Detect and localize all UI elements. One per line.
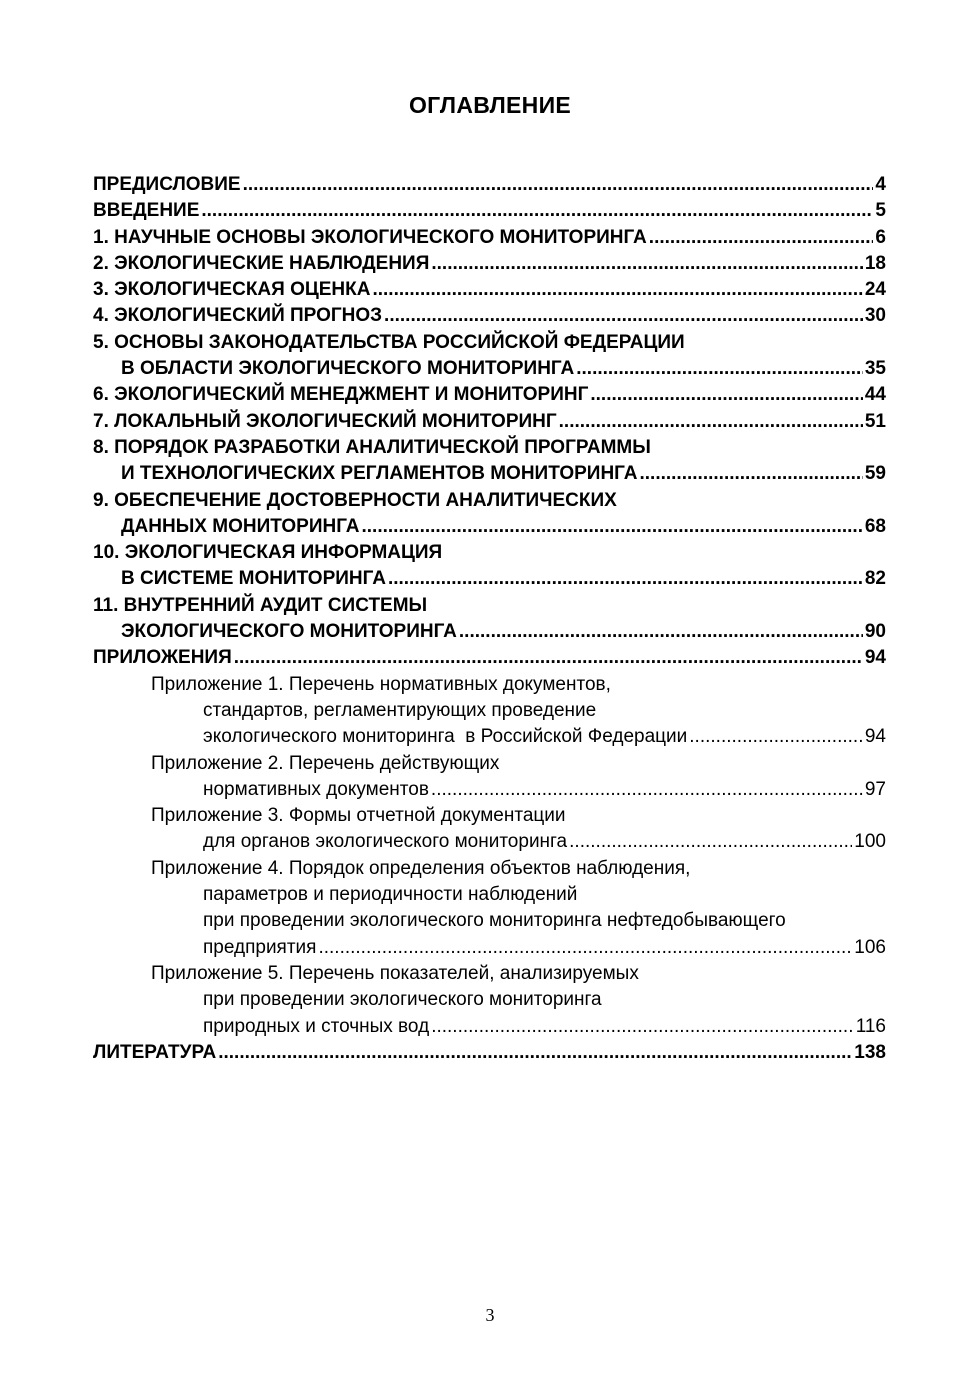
toc-entry-page: 44: [864, 384, 886, 406]
toc-entry-title: природных и сточных вод: [203, 1015, 430, 1037]
toc-entry-page: 82: [864, 568, 886, 590]
dot-leader: [431, 1014, 854, 1040]
toc-entry-title: 4. ЭКОЛОГИЧЕСКИЙ ПРОГНОЗ: [93, 305, 383, 327]
dot-leader: [243, 172, 874, 198]
toc-entry-literature[interactable]: [93, 1040, 886, 1066]
toc-entry-title: 6. ЭКОЛОГИЧЕСКИЙ МЕНЕДЖМЕНТ И МОНИТОРИНГ: [93, 384, 589, 406]
toc-entry-title: Приложение 3. Формы отчетной документации: [151, 805, 566, 827]
toc-appendix-2-line-2[interactable]: [93, 777, 886, 803]
toc-entry-title: нормативных документов: [203, 778, 429, 800]
toc-entry-chapter-4[interactable]: [93, 303, 886, 329]
toc-entry-page: 4: [875, 174, 886, 195]
toc-entry-title: ЛИТЕРАТУРА: [93, 1041, 217, 1063]
toc-entry-page: 6: [875, 226, 886, 248]
toc-entry-page: 51: [864, 410, 886, 432]
toc-entry-chapter-5-line-1[interactable]: [93, 330, 886, 356]
toc-entry-appendices[interactable]: [93, 645, 886, 671]
toc-entry-title: 9. ОБЕСПЕЧЕНИЕ ДОСТОВЕРНОСТИ АНАЛИТИЧЕСКИХ: [93, 489, 617, 511]
toc-entry-chapter-10-line-2[interactable]: [93, 566, 886, 592]
dot-leader: [431, 251, 863, 277]
dot-leader: [559, 409, 863, 435]
dot-leader: [590, 382, 862, 408]
dot-leader: [569, 829, 852, 855]
toc-appendix-1-line-1[interactable]: [93, 672, 886, 698]
toc-appendix-4-line-2[interactable]: [93, 882, 886, 908]
page-title: ОГЛАВЛЕНИЕ: [408, 92, 572, 118]
toc-entry-title: Приложение 2. Перечень действующих: [151, 752, 500, 774]
toc-entry-title: 7. ЛОКАЛЬНЫЙ ЭКОЛОГИЧЕСКИЙ МОНИТОРИНГ: [93, 410, 557, 432]
toc-appendix-1-line-3[interactable]: [93, 724, 886, 750]
toc-entry-chapter-6[interactable]: [93, 382, 886, 408]
toc-appendix-4-line-3[interactable]: [93, 908, 886, 934]
toc-entry-title: Приложение 1. Перечень нормативных документов,: [151, 673, 611, 695]
table-of-contents: [93, 172, 886, 1066]
toc-appendix-1-line-2[interactable]: [93, 698, 886, 724]
toc-entry-title: параметров и периодичности наблюдений: [203, 884, 578, 906]
toc-entry-title: 1. НАУЧНЫЕ ОСНОВЫ ЭКОЛОГИЧЕСКОГО МОНИТОРИНГА: [93, 226, 647, 248]
toc-entry-page: 94: [864, 647, 886, 669]
toc-entry-introduction[interactable]: [93, 198, 886, 224]
toc-entry-chapter-8-line-2[interactable]: [93, 461, 886, 487]
toc-entry-page: 68: [864, 515, 886, 537]
toc-entry-title: ПРИЛОЖЕНИЯ: [93, 647, 232, 669]
toc-appendix-4-line-4[interactable]: [93, 935, 886, 961]
toc-entry-title: Приложение 5. Перечень показателей, анализируемых: [151, 962, 639, 984]
toc-entry-title: стандартов, регламентирующих проведение: [203, 699, 597, 721]
dot-leader: [649, 225, 874, 251]
dot-leader: [362, 514, 863, 540]
toc-entry-chapter-2[interactable]: [93, 251, 886, 277]
toc-entry-chapter-11-line-1[interactable]: [93, 593, 886, 619]
toc-entry-chapter-8-line-1[interactable]: [93, 435, 886, 461]
toc-entry-page: 35: [864, 358, 886, 380]
dot-leader: [384, 303, 863, 329]
dot-leader: [218, 1040, 852, 1066]
toc-entry-page: 5: [875, 200, 886, 222]
toc-entry-page: 97: [864, 778, 886, 800]
toc-entry-page: 24: [864, 279, 886, 301]
toc-entry-chapter-1[interactable]: [93, 225, 886, 251]
dot-leader: [576, 356, 863, 382]
dot-leader: [372, 277, 862, 303]
toc-entry-chapter-9-line-2[interactable]: [93, 514, 886, 540]
toc-entry-page: 100: [854, 831, 886, 853]
toc-entry-page: 94: [864, 726, 886, 748]
toc-appendix-5-line-1[interactable]: [93, 961, 886, 987]
toc-entry-title: ЭКОЛОГИЧЕСКОГО МОНИТОРИНГА: [121, 621, 457, 643]
toc-entry-chapter-7[interactable]: [93, 409, 886, 435]
toc-appendix-2-line-1[interactable]: [93, 751, 886, 777]
dot-leader: [234, 645, 863, 671]
toc-entry-title: В СИСТЕМЕ МОНИТОРИНГА: [121, 568, 386, 590]
toc-entry-title: 10. ЭКОЛОГИЧЕСКАЯ ИНФОРМАЦИЯ: [93, 542, 443, 564]
toc-entry-chapter-10-line-1[interactable]: [93, 540, 886, 566]
toc-entry-chapter-5-line-2[interactable]: [93, 356, 886, 382]
toc-entry-title: ВВЕДЕНИЕ: [93, 200, 200, 222]
toc-entry-title: ПРЕДИСЛОВИЕ: [93, 174, 241, 195]
toc-entry-title: И ТЕХНОЛОГИЧЕСКИХ РЕГЛАМЕНТОВ МОНИТОРИНГА: [121, 463, 638, 485]
toc-entry-preface[interactable]: [93, 172, 886, 198]
toc-entry-title: для органов экологического мониторинга: [203, 831, 568, 853]
dot-leader: [459, 619, 863, 645]
dot-leader: [318, 935, 852, 961]
toc-entry-title: предприятия: [203, 936, 317, 958]
toc-entry-page: 59: [864, 463, 886, 485]
toc-entry-title: 2. ЭКОЛОГИЧЕСКИЕ НАБЛЮДЕНИЯ: [93, 252, 430, 274]
toc-appendix-5-line-3[interactable]: [93, 1014, 886, 1040]
dot-leader: [431, 777, 863, 803]
toc-appendix-4-line-1[interactable]: [93, 856, 886, 882]
dot-leader: [639, 461, 862, 487]
toc-entry-title: 8. ПОРЯДОК РАЗРАБОТКИ АНАЛИТИЧЕСКОЙ ПРОГРАММЫ: [93, 436, 651, 458]
dot-leader: [689, 724, 863, 750]
toc-entry-title: при проведении экологического мониторинга: [203, 989, 602, 1011]
page-number: 3: [485, 1305, 495, 1325]
toc-entry-title: при проведении экологического мониторинга нефтедобывающего: [203, 910, 786, 932]
toc-entry-page: 90: [864, 621, 886, 643]
toc-entry-title: В ОБЛАСТИ ЭКОЛОГИЧЕСКОГО МОНИТОРИНГА: [121, 358, 575, 380]
toc-entry-title: 11. ВНУТРЕННИЙ АУДИТ СИСТЕМЫ: [93, 594, 428, 616]
toc-entry-title: 5. ОСНОВЫ ЗАКОНОДАТЕЛЬСТВА РОССИЙСКОЙ ФЕДЕРАЦИИ: [93, 331, 685, 353]
toc-entry-title: Приложение 4. Порядок определения объектов наблюдения,: [151, 857, 691, 879]
dot-leader: [388, 566, 863, 592]
toc-entry-page: 18: [864, 252, 886, 274]
toc-entry-chapter-11-line-2[interactable]: [93, 619, 886, 645]
toc-entry-chapter-3[interactable]: [93, 277, 886, 303]
toc-entry-title: ДАННЫХ МОНИТОРИНГА: [121, 515, 360, 537]
toc-entry-page: 138: [854, 1041, 886, 1063]
toc-entry-title: 3. ЭКОЛОГИЧЕСКАЯ ОЦЕНКА: [93, 279, 371, 301]
toc-appendix-3-line-2[interactable]: [93, 829, 886, 855]
toc-entry-page: 30: [864, 305, 886, 327]
toc-entry-chapter-9-line-1[interactable]: [93, 488, 886, 514]
toc-entry-page: 106: [854, 936, 886, 958]
toc-entry-page: 116: [855, 1015, 886, 1037]
toc-appendix-3-line-1[interactable]: [93, 803, 886, 829]
dot-leader: [201, 198, 873, 224]
toc-entry-title: экологического мониторинга в Российской Федерации: [203, 726, 688, 748]
toc-appendix-5-line-2[interactable]: [93, 987, 886, 1013]
